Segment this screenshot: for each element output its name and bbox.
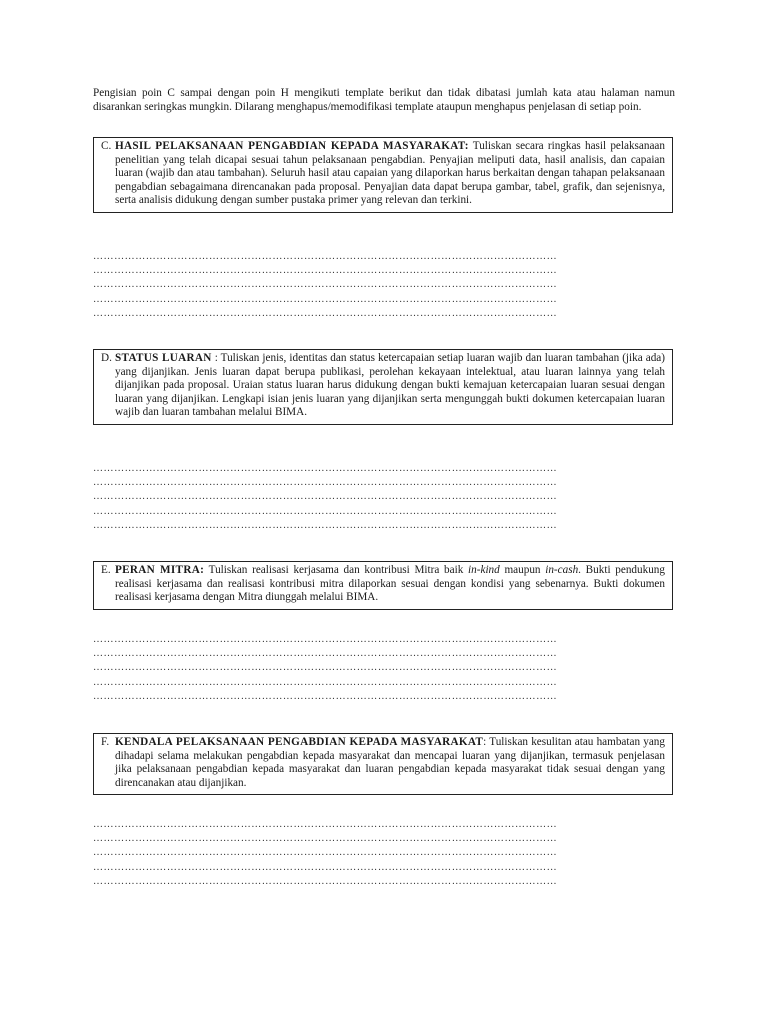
section-d-letter: D. [101,352,112,364]
section-f-heading: KENDALA PELAKSANAAN PENGABDIAN KEPADA MASYARAKAT [115,736,484,748]
answer-line[interactable]: …………………………………………………………………………………………………………………… [93,477,558,489]
section-d-box [93,349,673,425]
section-d-body: : Tuliskan jenis, identitas dan status ketercapaian setiap luaran wajib dan luaran tambahan (jika ada) yang dijanjikan. Jenis luaran dapat berupa publikasi, perolehan kekayaan intelektual, atau luaran lainnya yang telah dijanjikan pada proposal. Uraian status luaran harus didukung dengan bukti kemajuan ketercapaian luaran sesuai dengan luaran yang dijanjikan. Lengkapi isian jenis luaran yang dijanjikan serta mengunggah bukti dokumen ketercapaian luaran wajib dan luaran tambahan melalui BIMA. [115,352,665,419]
section-e-body-1: Tuliskan realisasi kerjasama dan kontribusi Mitra baik [208,564,464,576]
answer-line[interactable]: …………………………………………………………………………………………………………………… [93,251,558,262]
answer-line[interactable]: …………………………………………………………………………………………………………………… [93,293,558,305]
answer-line[interactable]: …………………………………………………………………………………………………………………… [93,819,558,830]
answer-line[interactable]: …………………………………………………………………………………………………………………… [93,690,558,702]
answer-line[interactable]: …………………………………………………………………………………………………………………… [93,491,558,503]
section-c-answer-lines [93,250,673,321]
section-e-body-2: maupun [504,564,541,576]
intro-paragraph: Pengisian poin C sampai dengan poin H mengikuti template berikut dan tidak dibatasi jumlah kata atau halaman namun disarankan seringkas mungkin. Dilarang menghapus/memodifikasi template ataupun menghapus penjelasan di setiap poin. [93,87,675,113]
answer-line[interactable]: …………………………………………………………………………………………………………………… [93,662,558,674]
section-e-in-cash: in-cash [545,564,579,576]
section-c-body: Tuliskan secara ringkas hasil pelaksanaan penelitian yang telah dicapai sesuai tahun pelaksanaan pengabdian. Penyajian meliputi data, hasil analisis, dan capaian luaran (wajib dan atau tambahan). Seluruh hasil atau capaian yang dilaporkan harus berkaitan dengan tahapan pelaksanaan pengabdian sebagaimana direncanakan pada proposal. Penyajian data dapat berupa gambar, tabel, grafik, dan sejenisnya, serta analisis didukung dengan sumber pustaka primer yang relevan dan terkini. [115,140,665,207]
section-d-answer-lines [93,462,673,533]
section-f-box [93,733,673,795]
section-f-body: : Tuliskan kesulitan atau hambatan yang dihadapi selama melakukan pengabdian kepada masyarakat dan mencapai luaran yang dijanjikan, termasuk penjelasan jika pelaksanaan pengabdian kepada masyarakat dan luaran pengabdian kepada masyarakat tidak sesuai dengan yang direncanakan atau dijanjikan. [115,736,665,789]
section-c-box [93,137,673,213]
section-e-box [93,561,673,610]
answer-line[interactable]: …………………………………………………………………………………………………………………… [93,463,558,474]
answer-line[interactable]: …………………………………………………………………………………………………………………… [93,875,558,887]
section-d-heading: STATUS LUARAN [115,352,212,364]
section-e-heading: PERAN MITRA: [115,564,205,576]
section-e-in-kind: in-kind [468,564,500,576]
section-e-letter: E. [101,564,111,576]
answer-line[interactable]: …………………………………………………………………………………………………………………… [93,648,558,660]
answer-line[interactable]: …………………………………………………………………………………………………………………… [93,265,558,277]
section-f-answer-lines [93,818,673,889]
answer-line[interactable]: …………………………………………………………………………………………………………………… [93,519,558,531]
section-e-answer-lines [93,633,673,704]
answer-line[interactable]: …………………………………………………………………………………………………………………… [93,505,558,517]
answer-line[interactable]: …………………………………………………………………………………………………………………… [93,861,558,873]
answer-line[interactable]: …………………………………………………………………………………………………………………… [93,279,558,291]
answer-line[interactable]: …………………………………………………………………………………………………………………… [93,847,558,859]
answer-line[interactable]: …………………………………………………………………………………………………………………… [93,833,558,845]
answer-line[interactable]: …………………………………………………………………………………………………………………… [93,634,558,645]
answer-line[interactable]: …………………………………………………………………………………………………………………… [93,676,558,688]
section-e-body-3: . Bukti pendukung realisasi kerjasama dan realisasi kontribusi mitra dilaporkan sesuai dengan kondisi yang sebenarnya. Bukti dokumen realisasi kerjasama dengan Mitra diunggah melalui BIMA. [115,564,665,604]
section-f-letter: F. [101,736,110,748]
section-c-letter: C. [101,140,112,152]
section-c-heading: HASIL PELAKSANAAN PENGABDIAN KEPADA MASYARAKAT: [115,140,469,152]
answer-line[interactable]: …………………………………………………………………………………………………………………… [93,307,558,319]
